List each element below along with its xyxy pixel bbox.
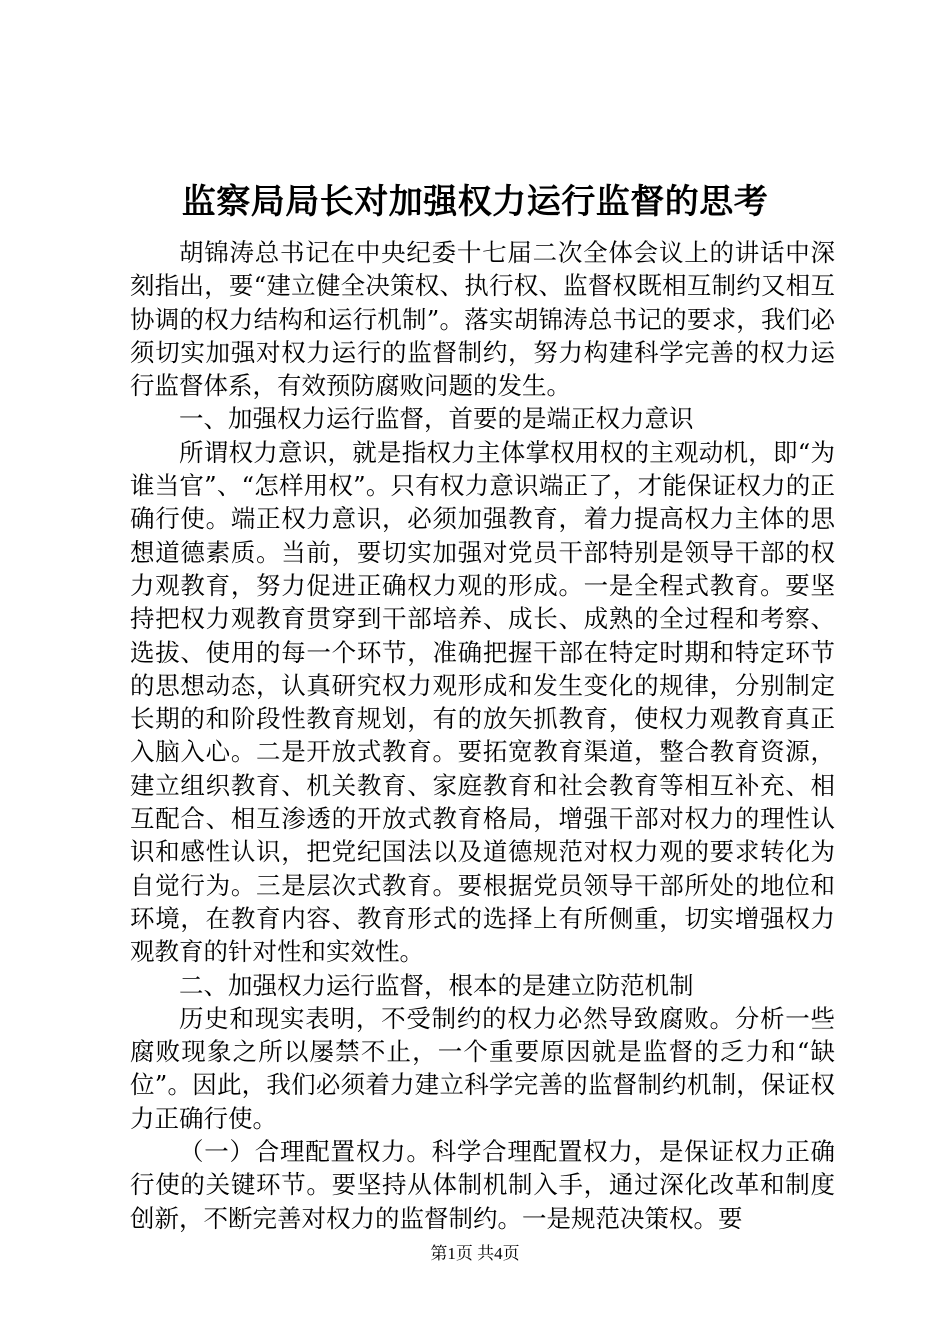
document-title: 监察局局长对加强权力运行监督的思考 — [181, 182, 769, 222]
page-footer: 第1页 共4页 — [430, 1244, 520, 1263]
paragraph-section-1: 所谓权力意识，就是指权力主体掌权用权的主观动机，即“为谁当官”、“怎样用权”。只有权力意识端正了，才能保证权力的正确行使。端正权力意识，必须加强教育，着力提高权力主体的思想道德素质。当前，要切实加强对党员干部特别是领导干部的权力观教育，努力促进正确权力观的形成。一是全程式教育。要坚持把权力观教育贯穿到干部培养、成长、成熟的全过程和考察、选拔、使用的每一个环节，准确把握干部在特定时期和特定环节的思想动态，认真研究权力观形成和发生变化的规律，分别制定长期的和阶段性教育规划，有的放矢抓教育，使权力观教育真正入脑入心。二是开放式教育。要拓宽教育渠道，整合教育资源，建立组织教育、机关教育、家庭教育和社会教育等相互补充、相互配合、相互渗透的开放式教育格局，增强干部对权力的理性认识和感性认识，把党纪国法以及道德规范对权力观的要求转化为自觉行为。三是层次式教育。要根据党员领导干部所处的地位和环境，在教育内容、教育形式的选择上有所侧重，切实增强权力观教育的针对性和实效性。 — [130, 437, 835, 967]
section-heading-1: 一、加强权力运行监督，首要的是端正权力意识 — [179, 404, 694, 434]
paragraph-subsection-1: （一）合理配置权力。科学合理配置权力，是保证权力正确行使的关键环节。要坚持从体制机制入手，通过深化改革和制度创新，不断完善对权力的监督制约。一是规范决策权。要 — [130, 1137, 835, 1233]
document-body — [130, 236, 835, 1235]
paragraph-section-2: 历史和现实表明，不受制约的权力必然导致腐败。分析一些腐败现象之所以屡禁不止，一个重要原因就是监督的乏力和“缺位”。因此，我们必须着力建立科学完善的监督制约机制，保证权力正确行使。 — [130, 1003, 835, 1133]
section-heading-2: 二、加强权力运行监督，根本的是建立防范机制 — [179, 970, 694, 1000]
paragraph-intro: 胡锦涛总书记在中央纪委十七届二次全体会议上的讲话中深刻指出，要“建立健全决策权、执行权、监督权既相互制约又相互协调的权力结构和运行机制”。落实胡锦涛总书记的要求，我们必须切实加强对权力运行的监督制约，努力构建科学完善的权力运行监督体系，有效预防腐败问题的发生。 — [130, 238, 835, 401]
